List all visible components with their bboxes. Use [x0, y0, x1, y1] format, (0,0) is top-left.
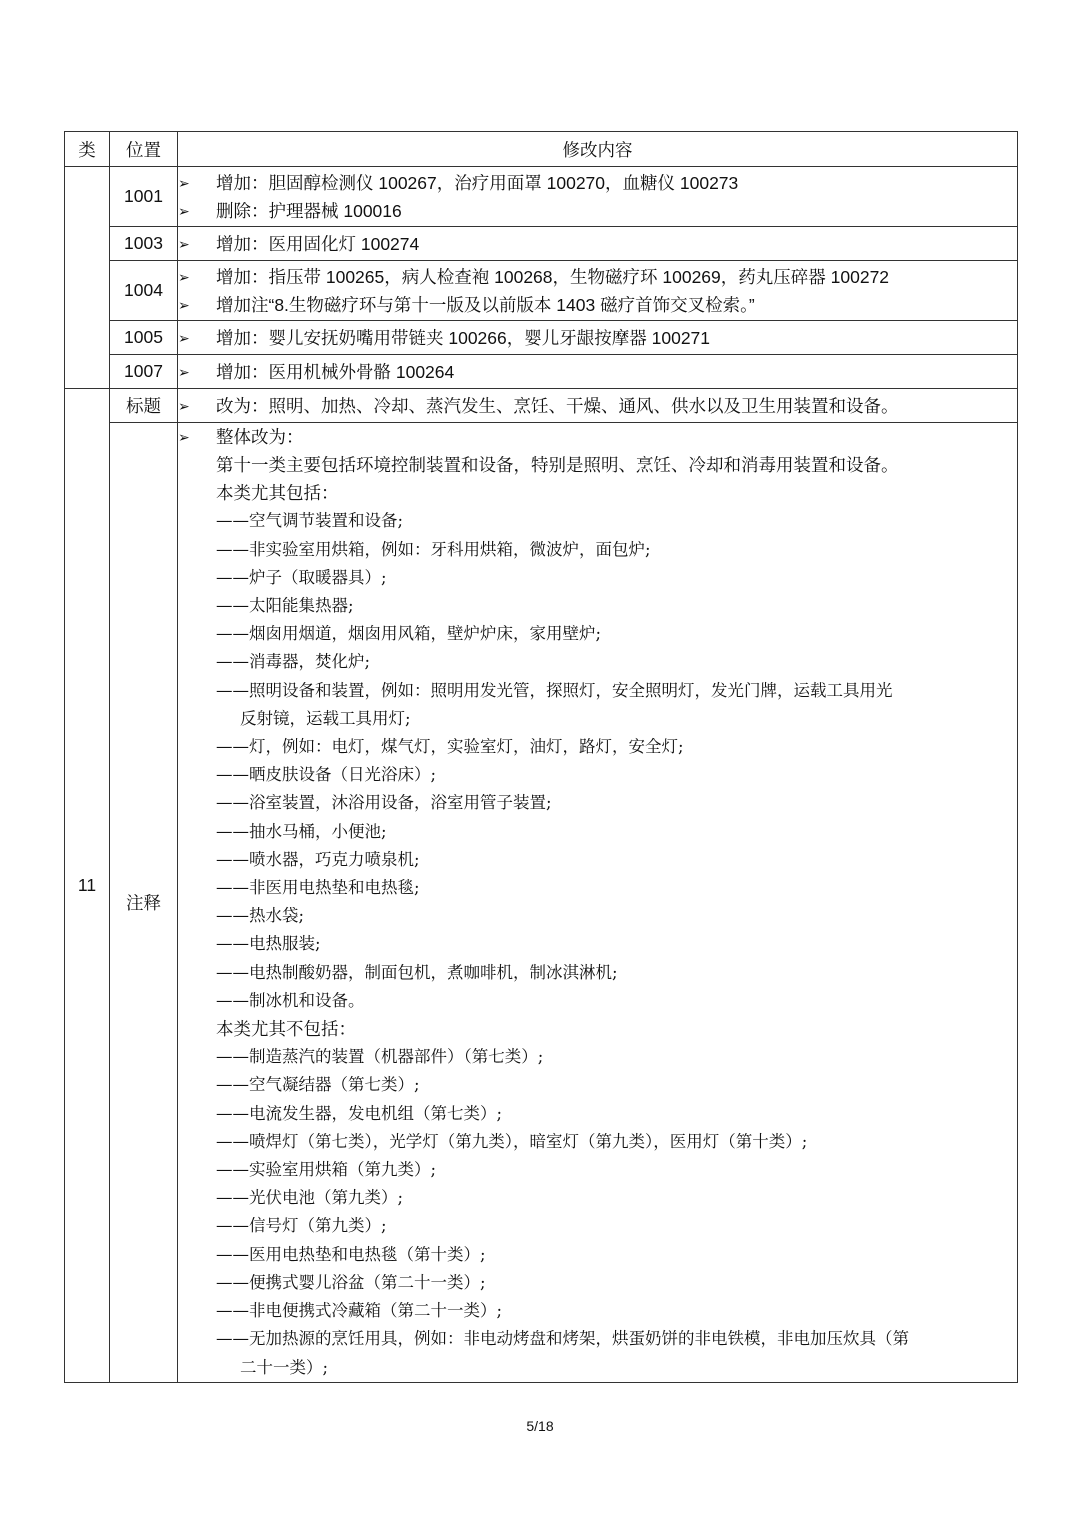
- note-line: 本类尤其不包括：: [216, 1019, 356, 1040]
- note-line: ——电热制酸奶器，制面包机，煮咖啡机，制冰淇淋机;: [216, 962, 618, 982]
- position-cell: 注释: [110, 423, 178, 1383]
- note-line: 第十一类主要包括环境控制装置和设备，特别是照明、烹饪、冷却和消毒用装置和设备。: [216, 455, 899, 475]
- note-line: ——浴室装置，沐浴用设备，浴室用管子装置;: [216, 793, 552, 813]
- note-line: ——电热服装;: [216, 934, 321, 954]
- note-line: 二十一类）;: [240, 1357, 329, 1377]
- table-row: [65, 167, 1018, 227]
- header-content: 修改内容: [178, 132, 1018, 167]
- note-line: ——电流发生器，发电机组（第七类）;: [216, 1103, 503, 1123]
- note-line: ——抽水马桶，小便池;: [216, 821, 387, 841]
- bullet-item: ➢ 增加：指压带 100265，病人检查袍 100268，生物磁疗环 100269，药丸压碎器 100272: [178, 263, 1017, 291]
- note-lines: [178, 451, 1017, 1382]
- bullet-item: ➢ 整体改为：: [178, 423, 1017, 451]
- amendment-table: [64, 131, 1018, 1383]
- arrow-bullet-icon: ➢: [178, 268, 190, 285]
- note-line: ——灯，例如：电灯，煤气灯，实验室灯，油灯，路灯，安全灯;: [216, 737, 684, 757]
- table-row: [65, 389, 1018, 423]
- note-line: ——喷水器，巧克力喷泉机;: [216, 849, 420, 869]
- note-line: 本类尤其包括：: [216, 483, 339, 504]
- table-header-row: [65, 132, 1018, 167]
- bullet-item: ➢ 改为：照明、加热、冷却、蒸汽发生、烹饪、干燥、通风、供水以及卫生用装置和设备。: [178, 392, 1017, 420]
- note-line: ——空气凝结器（第七类）;: [216, 1075, 420, 1095]
- bullet-item: ➢ 增加：医用机械外骨骼 100264: [178, 358, 1017, 386]
- arrow-bullet-icon: ➢: [178, 363, 190, 380]
- note-line: 反射镜，运载工具用灯;: [240, 708, 411, 728]
- note-line: ——烟囱用烟道，烟囱用风箱，壁炉炉床，家用壁炉;: [216, 624, 602, 644]
- position-cell: 1001: [110, 167, 178, 227]
- note-line: ——炉子（取暖器具）;: [216, 567, 387, 587]
- position-cell: 1007: [110, 355, 178, 389]
- content-cell: [178, 389, 1018, 423]
- class-cell: 11: [65, 389, 110, 1383]
- arrow-bullet-icon: ➢: [178, 397, 190, 414]
- note-line: ——晒皮肤设备（日光浴床）;: [216, 765, 437, 785]
- arrow-bullet-icon: ➢: [178, 329, 190, 346]
- arrow-bullet-icon: ➢: [178, 202, 190, 219]
- bullet-item: ➢ 增加注“8.生物磁疗环与第十一版及以前版本 1403 磁疗首饰交叉检索。”: [178, 291, 1017, 319]
- content-cell: [178, 355, 1018, 389]
- table-row: [65, 355, 1018, 389]
- content-cell: [178, 227, 1018, 261]
- note-line: ——医用电热垫和电热毯（第十类）;: [216, 1244, 486, 1264]
- header-class: 类: [65, 132, 110, 167]
- class-cell-empty: [65, 167, 110, 389]
- note-line: ——照明设备和装置，例如：照明用发光管，探照灯，安全照明灯，发光门牌，运载工具用光: [216, 680, 893, 700]
- table-row: [65, 227, 1018, 261]
- content-cell: [178, 167, 1018, 227]
- content-cell: [178, 321, 1018, 355]
- note-line: ——制造蒸汽的装置（机器部件）（第七类）;: [216, 1047, 544, 1067]
- header-position: 位置: [110, 132, 178, 167]
- table-row: [65, 261, 1018, 321]
- bullet-item: ➢ 增加：胆固醇检测仪 100267，治疗用面罩 100270，血糖仪 100273: [178, 169, 1017, 197]
- content-cell: [178, 261, 1018, 321]
- note-line: ——空气调节装置和设备;: [216, 511, 404, 531]
- bullet-item: ➢ 增加：医用固化灯 100274: [178, 230, 1017, 258]
- position-cell: 1004: [110, 261, 178, 321]
- note-line: ——制冰机和设备。: [216, 990, 365, 1010]
- note-line: ——信号灯（第九类）;: [216, 1216, 387, 1236]
- position-cell: 1003: [110, 227, 178, 261]
- note-line: ——实验室用烘箱（第九类）;: [216, 1160, 437, 1180]
- note-line: ——消毒器，焚化炉;: [216, 652, 371, 672]
- note-line: ——光伏电池（第九类）;: [216, 1188, 404, 1208]
- table-row: [65, 321, 1018, 355]
- note-line: ——便携式婴儿浴盆（第二十一类）;: [216, 1272, 486, 1292]
- note-line: ——喷焊灯（第七类），光学灯（第九类），暗室灯（第九类），医用灯（第十类）;: [216, 1131, 808, 1151]
- table-row: [65, 423, 1018, 1383]
- note-line: ——太阳能集热器;: [216, 596, 354, 616]
- bullet-item: ➢ 增加：婴儿安抚奶嘴用带链夹 100266，婴儿牙龈按摩器 100271: [178, 324, 1017, 352]
- note-line: ——非医用电热垫和电热毯;: [216, 878, 420, 898]
- page-number: 5/18: [526, 1418, 554, 1434]
- note-line: ——非实验室用烘箱，例如：牙科用烘箱，微波炉，面包炉;: [216, 539, 651, 559]
- note-line: ——非电便携式冷藏箱（第二十一类）;: [216, 1301, 503, 1321]
- position-cell: 1005: [110, 321, 178, 355]
- bullet-item: ➢ 删除：护理器械 100016: [178, 197, 1017, 225]
- arrow-bullet-icon: ➢: [178, 296, 190, 313]
- position-cell: 标题: [110, 389, 178, 423]
- note-line: ——热水袋;: [216, 906, 305, 926]
- arrow-bullet-icon: ➢: [178, 235, 190, 252]
- arrow-bullet-icon: ➢: [178, 429, 190, 445]
- note-content-cell: [178, 423, 1018, 1383]
- note-line: ——无加热源的烹饪用具，例如：非电动烤盘和烤架，烘蛋奶饼的非电铁模，非电加压炊具（第: [216, 1329, 909, 1349]
- arrow-bullet-icon: ➢: [178, 174, 190, 191]
